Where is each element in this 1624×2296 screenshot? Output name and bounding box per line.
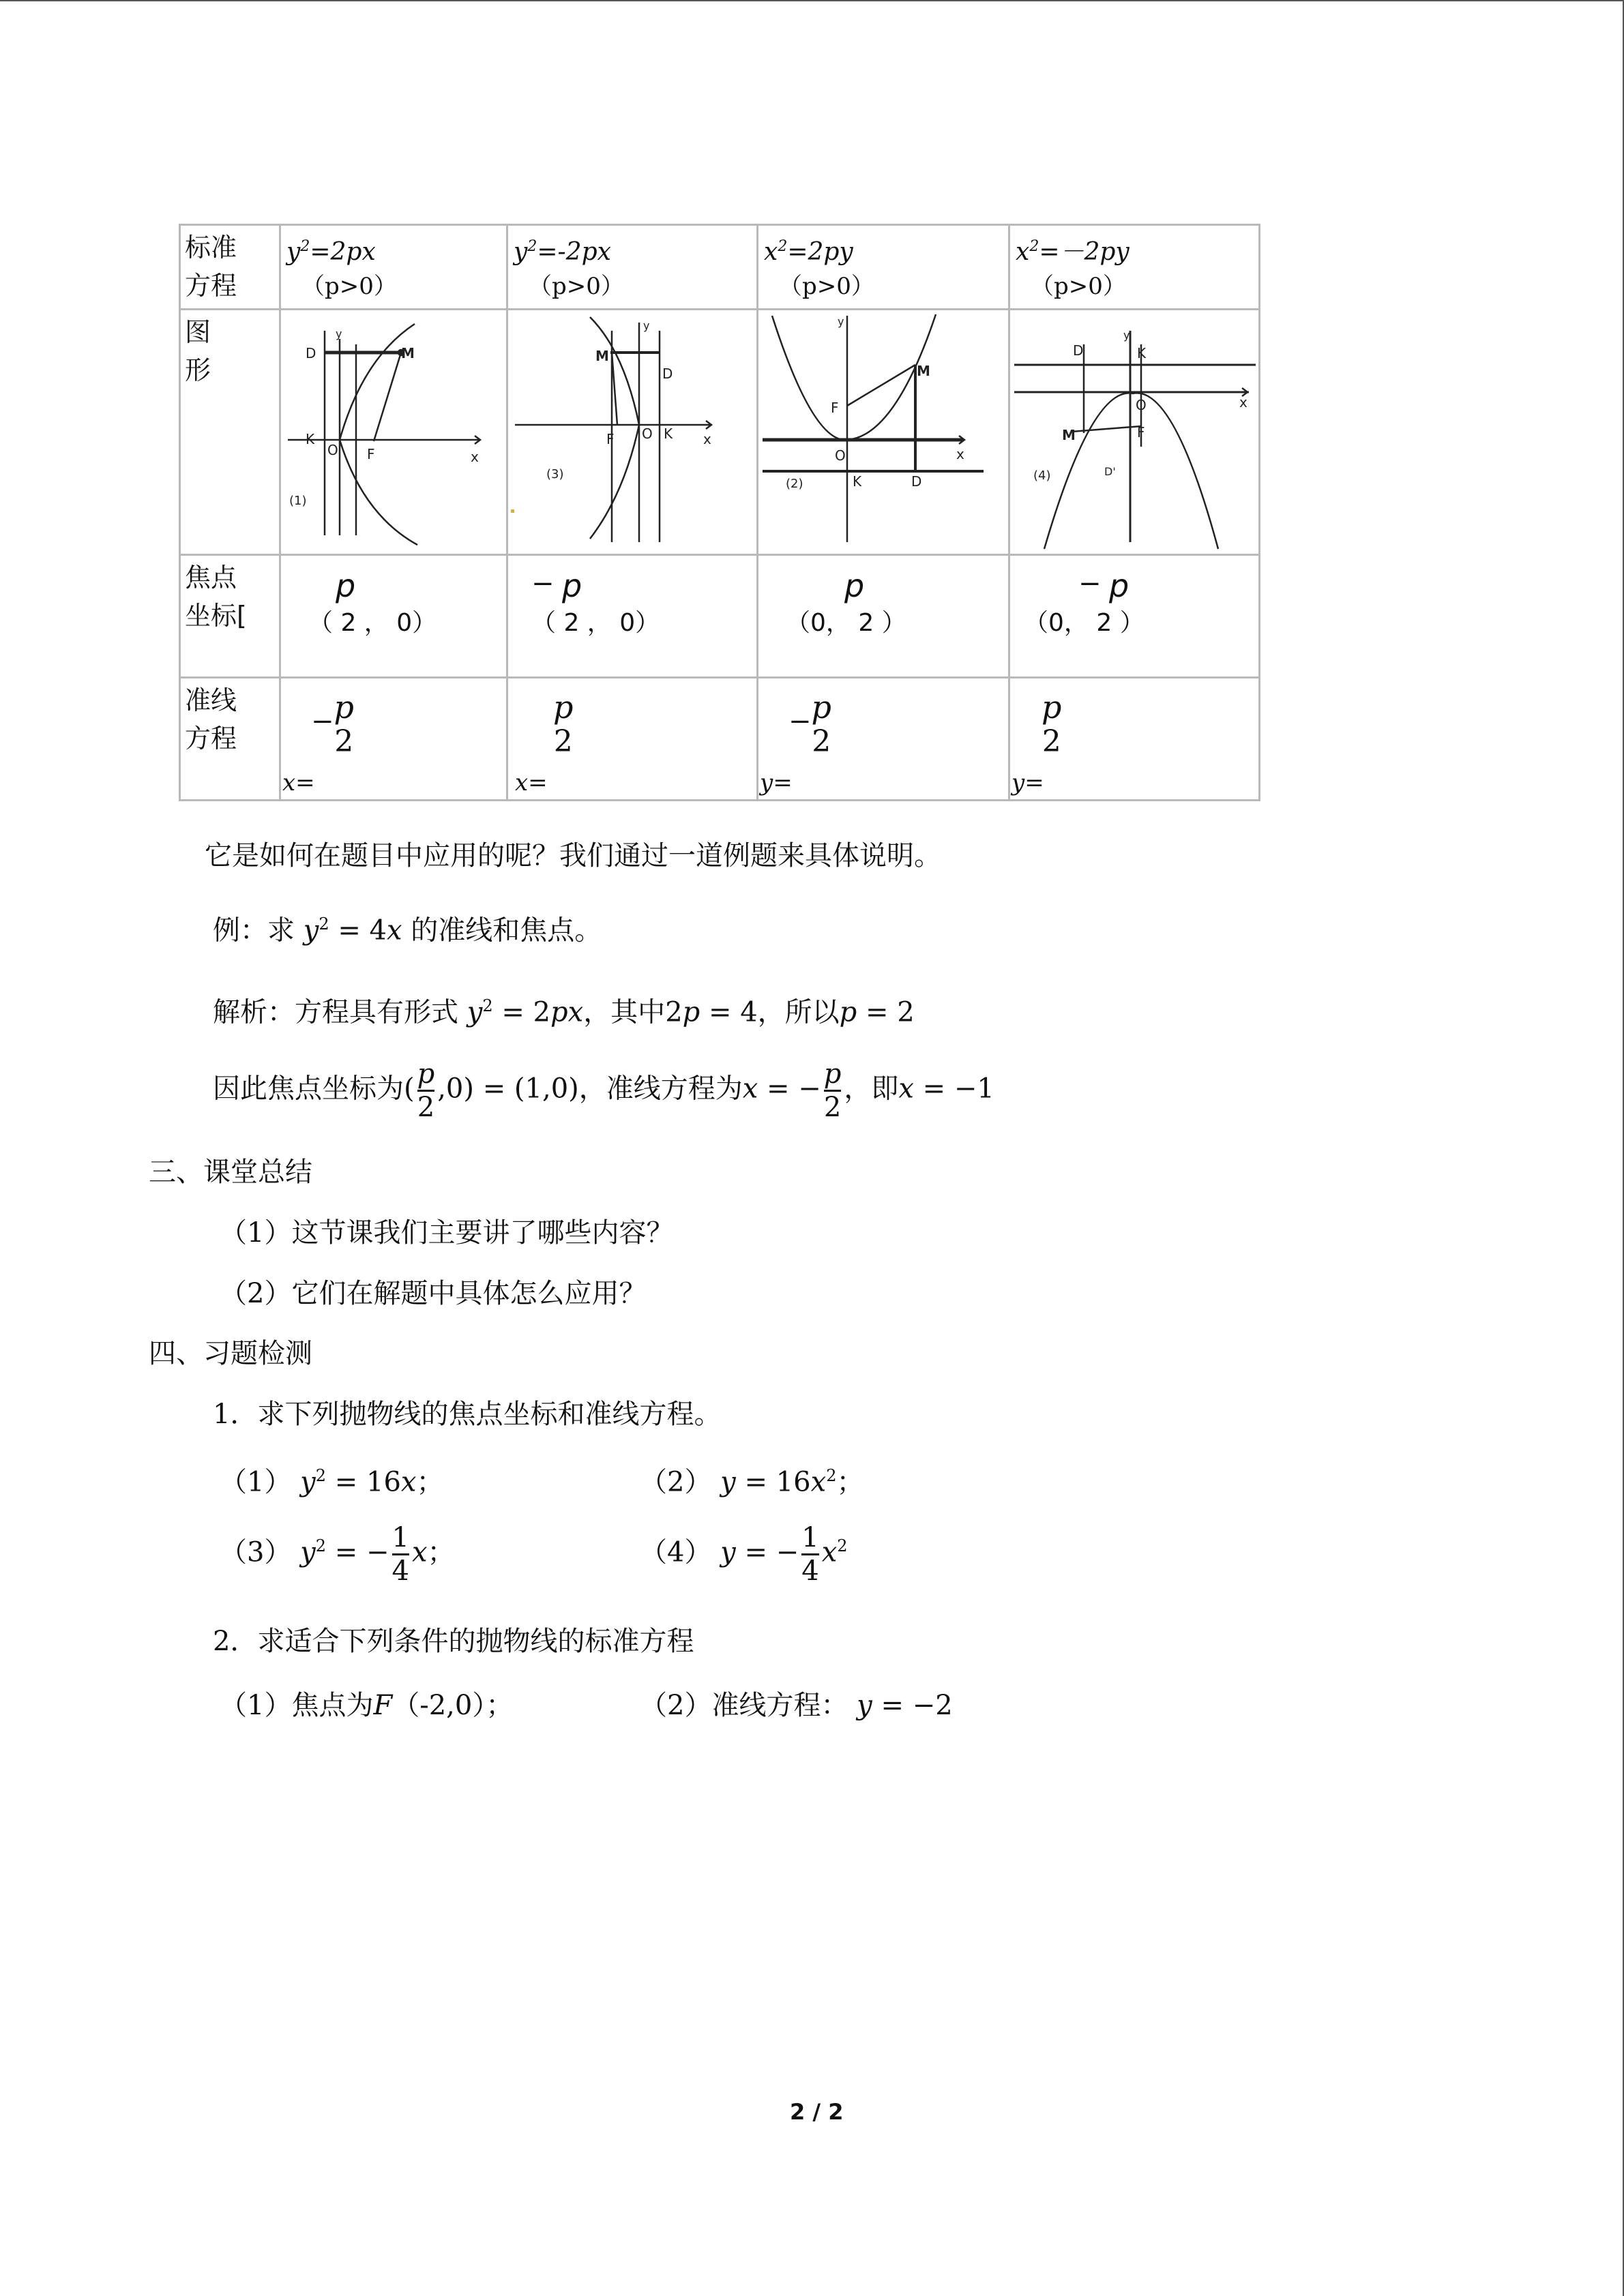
example-line: 例：求 $y^2 = 4x$ 的准线和焦点。 [213,914,602,946]
exercise-1-item-4: （4） y = − $\frac{1}{4}$ $x^2$ [640,1522,848,1587]
table-row-standard-equation [180,225,1260,310]
svg-text:K: K [853,473,862,490]
directrix-cell-4: p 2 y= [1009,678,1260,801]
page-top-border [0,0,1624,1]
svg-text:(2): (2) [786,477,803,491]
equation-cell-4: $x^2=-2py$ （p>0） [1009,225,1260,310]
section-exercises-heading: 四、习题检测 [149,1338,312,1369]
analysis-line: 解析：方程具有形式 $y^2 = 2px$，其中2p = 4，所以p = 2 [213,996,915,1028]
svg-text:x: x [703,431,711,447]
svg-text:F: F [606,431,615,447]
intro-paragraph: 它是如何在题目中应用的呢？我们通过一道例题来具体说明。 [205,840,941,871]
svg-text:M: M [1062,427,1076,443]
graph-cell-2 [507,310,758,555]
svg-text:(1): (1) [289,494,307,508]
parabola-graph-down [1010,310,1258,552]
focus-cell-3: p （0， 2 ） [758,555,1009,678]
row-label-graph: 图 形 [180,310,280,555]
exercise-2-item-1: （1）焦点为F（-2,0）； [220,1690,514,1721]
svg-text:y: y [336,327,342,340]
exercise-1-item-3: （3） $y^2$ = − $\frac{1}{4}$ x； [220,1522,455,1587]
svg-text:K: K [1137,345,1147,361]
focus-cell-2: − p （ 2 ， 0） [507,555,758,678]
svg-text:O: O [835,447,846,464]
svg-text:K: K [306,431,315,447]
graph-cell-3 [758,310,1009,555]
parabola-standard-table [179,224,1260,801]
equation-cell-3: $x^2=2py$ （p>0） [758,225,1009,310]
exercise-1-prompt: 1．求下列抛物线的焦点坐标和准线方程。 [213,1399,722,1430]
svg-text:D: D [1073,342,1084,359]
parabola-graph-left [508,310,756,552]
equation-cell-1: $y^2=2px$ （p>0） [280,225,507,310]
row-label-directrix: 准线 方程 [180,678,280,801]
svg-text:O: O [642,426,653,442]
parabola-graph-up [758,310,1008,552]
svg-text:M: M [401,345,415,361]
exercise-2-prompt: 2．求适合下列条件的抛物线的标准方程 [213,1626,694,1657]
svg-text:x: x [1239,394,1247,411]
svg-text:O: O [1136,397,1147,413]
parabola-graph-right [281,310,506,552]
exercise-2-item-2: （2）准线方程： y = −2 [640,1690,953,1721]
svg-text:y: y [1123,329,1130,342]
svg-text:x: x [471,449,479,465]
svg-text:(4): (4) [1033,468,1051,483]
svg-text:(3): (3) [546,467,564,481]
svg-text:x: x [956,446,964,462]
exercise-1-item-2: （2） $y = 16x^2$； [640,1466,864,1498]
table-row-graph [180,310,1260,555]
svg-text:F: F [367,446,375,462]
svg-text:y: y [643,319,650,332]
summary-question-2: （2）它们在解题中具体怎么应用？ [220,1278,647,1309]
svg-text:K: K [664,426,673,442]
directrix-cell-2: p 2 x= [507,678,758,801]
svg-text:O: O [327,442,338,458]
svg-text:M: M [917,363,930,379]
therefore-line: 因此焦点坐标为( $\frac{p}{2}$ ,0) = (1,0)，准线方程为x = − $\frac{p}{2}$ ，即x = −1 [213,1058,994,1123]
directrix-cell-1: − p 2 x= [280,678,507,801]
graph-cell-1 [280,310,507,555]
table-row-directrix [180,678,1260,801]
row-label-focus: 焦点 坐标[ [180,555,280,678]
svg-text:D: D [911,473,922,490]
section-summary-heading: 三、课堂总结 [149,1157,312,1188]
equation-cell-2: $y^2=-2px$ （p>0） [507,225,758,310]
directrix-cell-3: − p 2 y= [758,678,1009,801]
focus-cell-1: p （ 2 ， 0） [280,555,507,678]
svg-text:F: F [831,400,839,416]
row-label-standard-equation: 标准 方程 [180,225,280,310]
svg-text:M: M [595,348,609,364]
graph-cell-4 [1009,310,1260,555]
svg-text:y: y [838,315,844,328]
page-number: 2 / 2 [790,2099,844,2125]
exercise-1-item-1: （1） $y^2 = 16x$； [220,1466,444,1498]
focus-cell-4: − p （0， 2 ） [1009,555,1260,678]
svg-text:D': D' [1104,465,1116,478]
svg-text:D: D [306,345,316,361]
summary-question-1: （1）这节课我们主要讲了哪些内容？ [220,1217,674,1249]
svg-text:F: F [1137,424,1145,441]
table-row-focus [180,555,1260,678]
svg-text:D: D [662,366,673,382]
